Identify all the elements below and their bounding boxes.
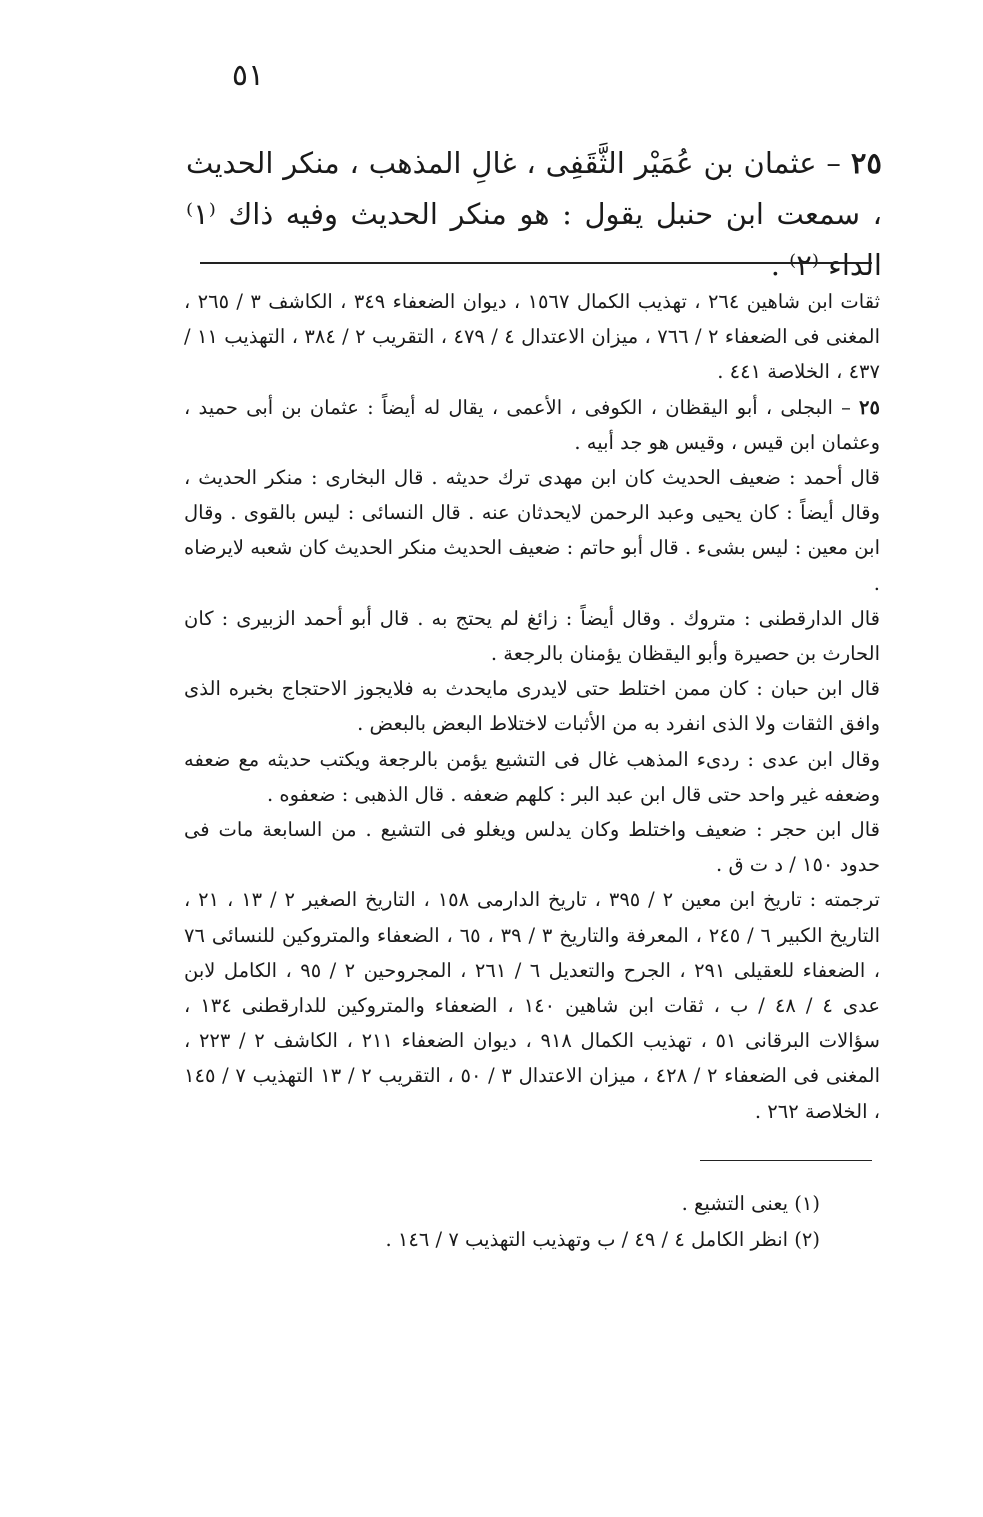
footnote-1: (١) يعنى التشيع . — [681, 1192, 820, 1215]
footnote-2: (٢) انظر الكامل ٤ / ٤٩ / ب وتهذيب التهذيب ٧ / ١٤٦ . — [385, 1228, 820, 1251]
main-entry-number: ٢٥ — [850, 146, 882, 180]
note-entry-intro — [184, 390, 880, 460]
note-entry-intro-text: – البجلى ، أبو اليقظان ، الكوفى ، الأعمى ، يقال له أيضاً : عثمان بن أبى حميد ، وعثمان ابن قيس ، وقيس هو جد أبيه . — [184, 395, 880, 454]
note-ahmad: قال أحمد : ضعيف الحديث كان ابن مهدى ترك حديثه . قال البخارى : منكر الحديث ، وقال أيضاً : كان يحيى وعبد الرحمن لايحدثان عنه . قال النسائى : ليس بالقوى . وقال ابن معين : ليس بشىء . قال أبو حاتم : ضعيف الحديث منكر الحديث كان شعبه لايرضاه . — [184, 466, 880, 595]
note-ibn-hajar: قال ابن حجر : ضعيف واختلط وكان يدلس ويغلو فى التشيع . من السابعة مات فى حدود ١٥٠ / د ت ق . — [184, 818, 880, 877]
main-entry-text: – عثمان بن عُمَيْر الثَّقَفِى ، غالِ المذهب ، منكر الحديث ، سمعت ابن حنبل يقول : هو منكر الحديث وفيه ذاك ⁽١⁾ الداء ⁽٢⁾ . — [186, 146, 882, 282]
page-number: ٥١ — [231, 58, 265, 93]
divider-rule — [200, 262, 872, 264]
note-ibn-adi: وقال ابن عدى : ردىء المذهب غال فى التشيع يؤمن بالرجعة ويكتب حديثه مع ضعفه وضعفه غير واحد حتى قال ابن عبد البر : كلهم ضعفه . قال الذهبى : ضعفوه . — [184, 747, 880, 806]
footnotes — [300, 1186, 820, 1258]
note-daraqutni: قال الدارقطنى : متروك . وقال أيضاً : زائغ لم يحتج به . قال أبو أحمد الزبيرى : كان الحارث بن حصيرة وأبو اليقظان يؤمنان بالرجعة . — [184, 606, 880, 666]
main-entry — [186, 138, 882, 291]
note-entry-number: ٢٥ — [859, 395, 880, 419]
footnote-divider — [700, 1160, 872, 1161]
notes-section — [184, 284, 880, 1129]
note-tarjama: ترجمته : تاريخ ابن معين ٢ / ٣٩٥ ، تاريخ الدارمى ١٥٨ ، التاريخ الصغير ٢ / ١٣ ، ٢١ ، التاريخ الكبير ٦ / ٢٤٥ ، المعرفة والتاريخ ٣ / ٣٩ ، ٦٥ ، الضعفاء والمتروكين للنسائى ٧٦ ، الضعفاء للعقيلى ٢٩١ ، الجرح والتعديل ٦ / ٢٦١ ، المجروحين ٢ / ٩٥ ، الكامل لابن عدى ٤ / ٤٨ / ب ، ثقات ابن شاهين ١٤٠ ، الضعفاء والمتروكين للدارقطنى ١٣٤ ، سؤالات البرقانى ٥١ ، تهذيب الكمال ٩١٨ ، ديوان الضعفاء ٢١١ ، الكاشف ٢ / ٢٢٣ ، المغنى فى الضعفاء ٢ / ٤٢٨ ، ميزان الاعتدال ٣ / ٥٠ ، التقريب ٢ / ١٣ التهذيب ٧ / ١٤٥ ، الخلاصة ٢٦٢ . — [184, 888, 881, 1123]
note-ibn-hibban: قال ابن حبان : كان ممن اختلط حتى لايدرى مايحدث به فلايجوز الاحتجاج بخبره الذى وافق الثقات ولا الذى انفرد به من الأثبات لاختلاط البعض بالبعض . — [184, 677, 880, 736]
previous-entry-references: ثقات ابن شاهين ٢٦٤ ، تهذيب الكمال ١٥٦٧ ، ديوان الضعفاء ٣٤٩ ، الكاشف ٣ / ٢٦٥ ، المغنى فى الضعفاء ٢ / ٧٦٦ ، ميزان الاعتدال ٤ / ٤٧٩ ، التقريب ٢ / ٣٨٤ ، التهذيب ١١ / ٤٣٧ ، الخلاصة ٤٤١ . — [184, 290, 881, 384]
